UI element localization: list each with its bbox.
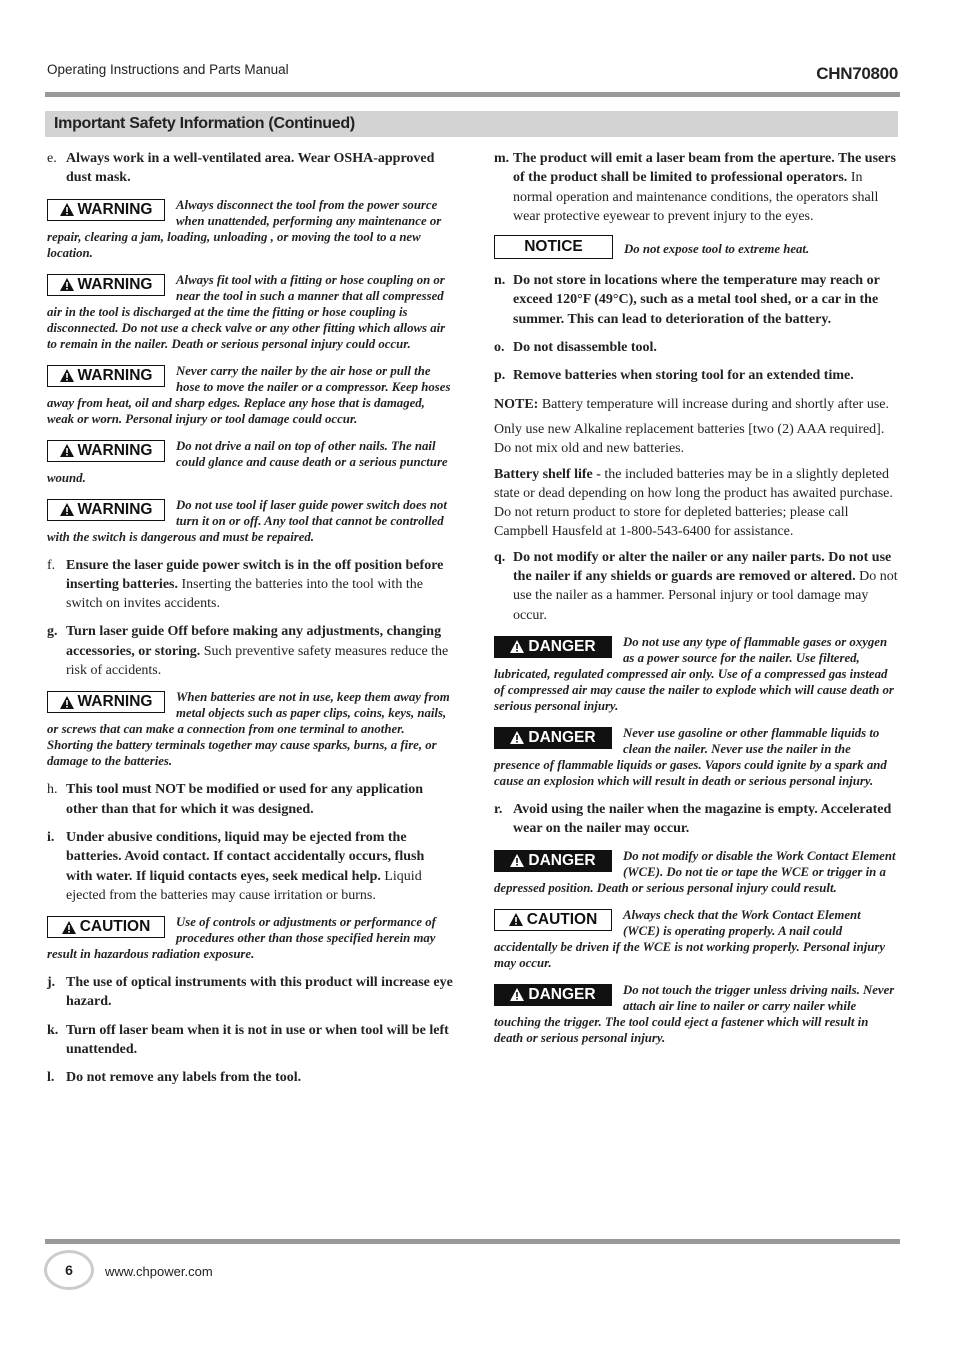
item-text: Such preventive safety measures reduce the risk of accidents.	[66, 643, 449, 679]
manual-title: Operating Instructions and Parts Manual	[47, 62, 289, 77]
item-label: l.	[47, 1070, 55, 1086]
danger-badge	[494, 636, 612, 658]
notice-badge-label: NOTICE	[524, 238, 583, 256]
warning-text: Do not use tool if laser guide power switch does not turn it on or off. Any tool that cannot be controlled with the switch is dangerous and must be repaired.	[47, 497, 447, 544]
notice-badge	[494, 235, 613, 259]
note-text: the included batteries may be in a slightly depleted state or dead depending on how long the product has awaited purchase. Do not return product to store for depleted batteries; please call Campbell Hausfeld at 1-800-543-6400 for assistance.	[494, 466, 893, 540]
danger-badge-label: DANGER	[528, 851, 596, 869]
warning-badge-label: WARNING	[77, 500, 153, 518]
danger-badge	[494, 984, 612, 1006]
item-bold-text: Turn laser guide Off before making any adjustments, changing accessories, or storing.	[66, 624, 442, 659]
alert-triangle-icon	[60, 278, 74, 291]
warning-text: Do not drive a nail on top of other nails. The nail could glance and cause death or a serious puncture wound.	[47, 438, 448, 485]
list-item-h	[47, 780, 453, 819]
warning-badge-label: WARNING	[77, 275, 153, 293]
list-item-m	[494, 149, 899, 226]
item-bold-text: Under abusive conditions, liquid may be ejected from the batteries. Avoid contact. If contact accidentally occurs, flush with water. If liquid contacts eyes, seek medical help.	[66, 829, 425, 884]
item-bold-text: Do not remove any labels from the tool.	[66, 1070, 302, 1086]
alert-triangle-icon	[62, 921, 76, 934]
danger-text: Never use gasoline or other flammable liquids to clean the nailer. Never use the nailer in the presence of flammable liquids or gases. Vapors could ignite by a spark and cause an explosion which will result in death or serious personal injury.	[494, 725, 887, 788]
item-label: i.	[47, 829, 55, 845]
list-item-e	[47, 149, 453, 188]
model-number: CHN70800	[816, 64, 898, 83]
list-item-i	[47, 828, 453, 905]
caution-block	[47, 914, 453, 962]
left-column	[47, 149, 453, 1097]
item-text: Liquid ejected from the batteries may cause irritation or burns.	[66, 868, 422, 903]
item-label: n.	[494, 273, 506, 289]
item-bold-text: Do not store in locations where the temperature may reach or exceed 120°F (49°C), such as a metal tool shed, or a car in the summer. This can lead to deterioration of the battery.	[513, 273, 880, 327]
alert-triangle-icon	[60, 369, 74, 382]
warning-badge-label: WARNING	[77, 200, 153, 218]
danger-text: Do not touch the trigger unless driving nails. Never attach air line to nailer or carry nailer while touching the trigger. The tool could eject a fastener which will result in death or serious personal injury.	[494, 982, 895, 1045]
alert-triangle-icon	[60, 503, 74, 516]
warning-block	[47, 438, 453, 486]
note-label: Battery shelf life -	[494, 466, 601, 482]
item-label: e.	[47, 151, 57, 166]
warning-badge	[47, 199, 165, 221]
caution-block	[494, 907, 899, 971]
warning-block	[47, 497, 453, 545]
warning-text: Always fit tool with a fitting or hose coupling on or near the tool in such a manner that all compressed air in the tool is discharged at the time the fitting or hose coupling is disconnected. Do not use a check valve or any other fitting which allows air to remain in the nailer. Death or serious personal injury could occur.	[47, 272, 446, 351]
list-item-r	[494, 800, 899, 839]
danger-block	[494, 725, 899, 789]
list-item-n	[494, 271, 899, 329]
item-bold-text: Do not disassemble tool.	[513, 340, 657, 356]
list-item-q	[494, 548, 899, 625]
warning-badge-label: WARNING	[77, 366, 153, 384]
danger-badge-label: DANGER	[528, 728, 596, 746]
list-item-p	[494, 366, 899, 385]
alert-triangle-icon	[60, 444, 74, 457]
warning-badge	[47, 691, 165, 713]
warning-block	[47, 363, 453, 427]
item-bold-text: Remove batteries when storing tool for an extended time.	[513, 368, 854, 384]
footer-rule	[45, 1239, 900, 1244]
list-item-f	[47, 556, 453, 614]
item-label: o.	[494, 340, 505, 356]
list-item-o	[494, 338, 899, 357]
caution-badge	[494, 909, 612, 931]
item-label: r.	[494, 801, 503, 817]
warning-badge	[47, 365, 165, 387]
battery-note	[494, 395, 899, 414]
warning-badge-label: WARNING	[77, 441, 153, 459]
item-bold-text: This tool must NOT be modified or used for any application other than that for which it was designed.	[66, 782, 424, 817]
alert-triangle-icon	[509, 913, 523, 926]
item-bold-text: Turn off laser beam when it is not in use or when tool will be left unattended.	[66, 1022, 449, 1058]
item-bold-text: The product will emit a laser beam from the aperture. The users of the product shall be limited to professional operators.	[513, 151, 896, 186]
note-label: NOTE:	[494, 396, 539, 412]
page-number: 6	[44, 1250, 94, 1290]
item-bold-text: Ensure the laser guide power switch is in the off position before inserting batteries.	[66, 557, 444, 592]
alert-triangle-icon	[510, 640, 524, 653]
item-bold-text: The use of optical instruments with this product will increase eye hazard.	[66, 975, 453, 1010]
danger-badge-label: DANGER	[528, 637, 596, 655]
item-bold-text: Do not modify or alter the nailer or any nailer parts. Do not use the nailer if any shields or guards are removed or altered.	[513, 549, 892, 585]
item-label: f.	[47, 557, 56, 573]
list-item-j	[47, 973, 453, 1012]
alert-triangle-icon	[60, 203, 74, 216]
item-label: j.	[47, 975, 56, 991]
item-label: p.	[494, 368, 506, 384]
warning-badge-label: WARNING	[77, 693, 153, 711]
item-text: In normal operation and maintenance conditions, the operators shall wear protective eyewear to prevent injury to the eyes.	[513, 170, 879, 224]
item-label: m.	[494, 151, 510, 166]
item-text: Inserting the batteries into the tool with the switch on invites accidents.	[66, 576, 423, 612]
battery-shelf-life-note	[494, 465, 899, 542]
caution-text: Use of controls or adjustments or performance of procedures other than those specified herein may result in hazardous radiation exposure.	[47, 915, 436, 962]
note-text: Battery temperature will increase during and shortly after use.	[538, 396, 889, 412]
caution-badge	[47, 916, 165, 938]
item-text: Do not use the nailer as a hammer. Personal injury or tool damage may occur.	[513, 569, 898, 623]
danger-block	[494, 848, 899, 896]
warning-badge	[47, 499, 165, 521]
danger-block	[494, 634, 899, 714]
item-label: g.	[47, 624, 58, 640]
notice-block	[494, 235, 899, 259]
notice-text: Do not expose tool to extreme heat.	[624, 241, 810, 256]
item-label: k.	[47, 1022, 59, 1038]
right-column	[494, 149, 899, 1057]
warning-text: Always disconnect the tool from the power source when unattended, performing any maintenance or repair, clearing a jam, loading, unloading , or moving the tool to a new location.	[47, 197, 442, 260]
warning-badge	[47, 274, 165, 296]
danger-badge	[494, 727, 612, 749]
section-title: Important Safety Information (Continued)	[54, 115, 355, 132]
battery-type-note: Only use new Alkaline replacement batteries [two (2) AAA required]. Do not mix old and new batteries.	[494, 421, 885, 457]
header-rule	[45, 92, 900, 97]
item-bold-text: Always work in a well-ventilated area. Wear OSHA-approved dust mask.	[66, 151, 435, 186]
alert-triangle-icon	[60, 696, 74, 709]
alert-triangle-icon	[510, 854, 524, 867]
list-item-g	[47, 622, 453, 680]
list-item-k	[47, 1021, 453, 1060]
item-label: q.	[494, 549, 506, 565]
alert-triangle-icon	[510, 731, 524, 744]
danger-text: Do not modify or disable the Work Contact Element (WCE). Do not tie or tape the WCE or trigger in a depressed position. Death or serious personal injury could result.	[494, 848, 896, 895]
danger-badge	[494, 850, 612, 872]
caution-text: Always check that the Work Contact Element (WCE) is operating properly. A nail could accidentally be driven if the WCE is not working properly. Personal injury may occur.	[494, 907, 886, 970]
warning-text: When batteries are not in use, keep them away from metal objects such as paper clips, coins, keys, nails, or screws that can make a connection from one terminal to another. Shorting the battery terminals together may cause sparks, burns, a fire, or damage to the batteries.	[47, 690, 450, 769]
danger-badge-label: DANGER	[528, 985, 596, 1003]
warning-block	[47, 689, 453, 769]
list-item-l	[47, 1068, 453, 1087]
warning-badge	[47, 440, 165, 462]
footer-url: www.chpower.com	[105, 1264, 213, 1279]
caution-badge-label: CAUTION	[79, 918, 151, 936]
caution-badge-label: CAUTION	[526, 910, 598, 928]
warning-block	[47, 272, 453, 352]
alert-triangle-icon	[510, 988, 524, 1001]
item-label: h.	[47, 782, 58, 798]
warning-text: Never carry the nailer by the air hose or pull the hose to move the nailer or a compressor. Keep hoses away from heat, oil and sharp edges. Replace any hose that is damaged, weak or worn. Personal injury or tool damage could occur.	[47, 363, 451, 426]
item-bold-text: Avoid using the nailer when the magazine is empty. Accelerated wear on the nailer may occur.	[513, 801, 892, 837]
warning-block	[47, 197, 453, 261]
section-header-bar	[45, 111, 898, 137]
danger-text: Do not use any type of flammable gases or oxygen as a power source for the nailer. Use filtered, lubricated, regulated compressed air only. Use of a compressed gas instead of compressed air may cause the nailer to explode which will cause death or serious personal injury.	[494, 634, 894, 713]
danger-block	[494, 982, 899, 1046]
